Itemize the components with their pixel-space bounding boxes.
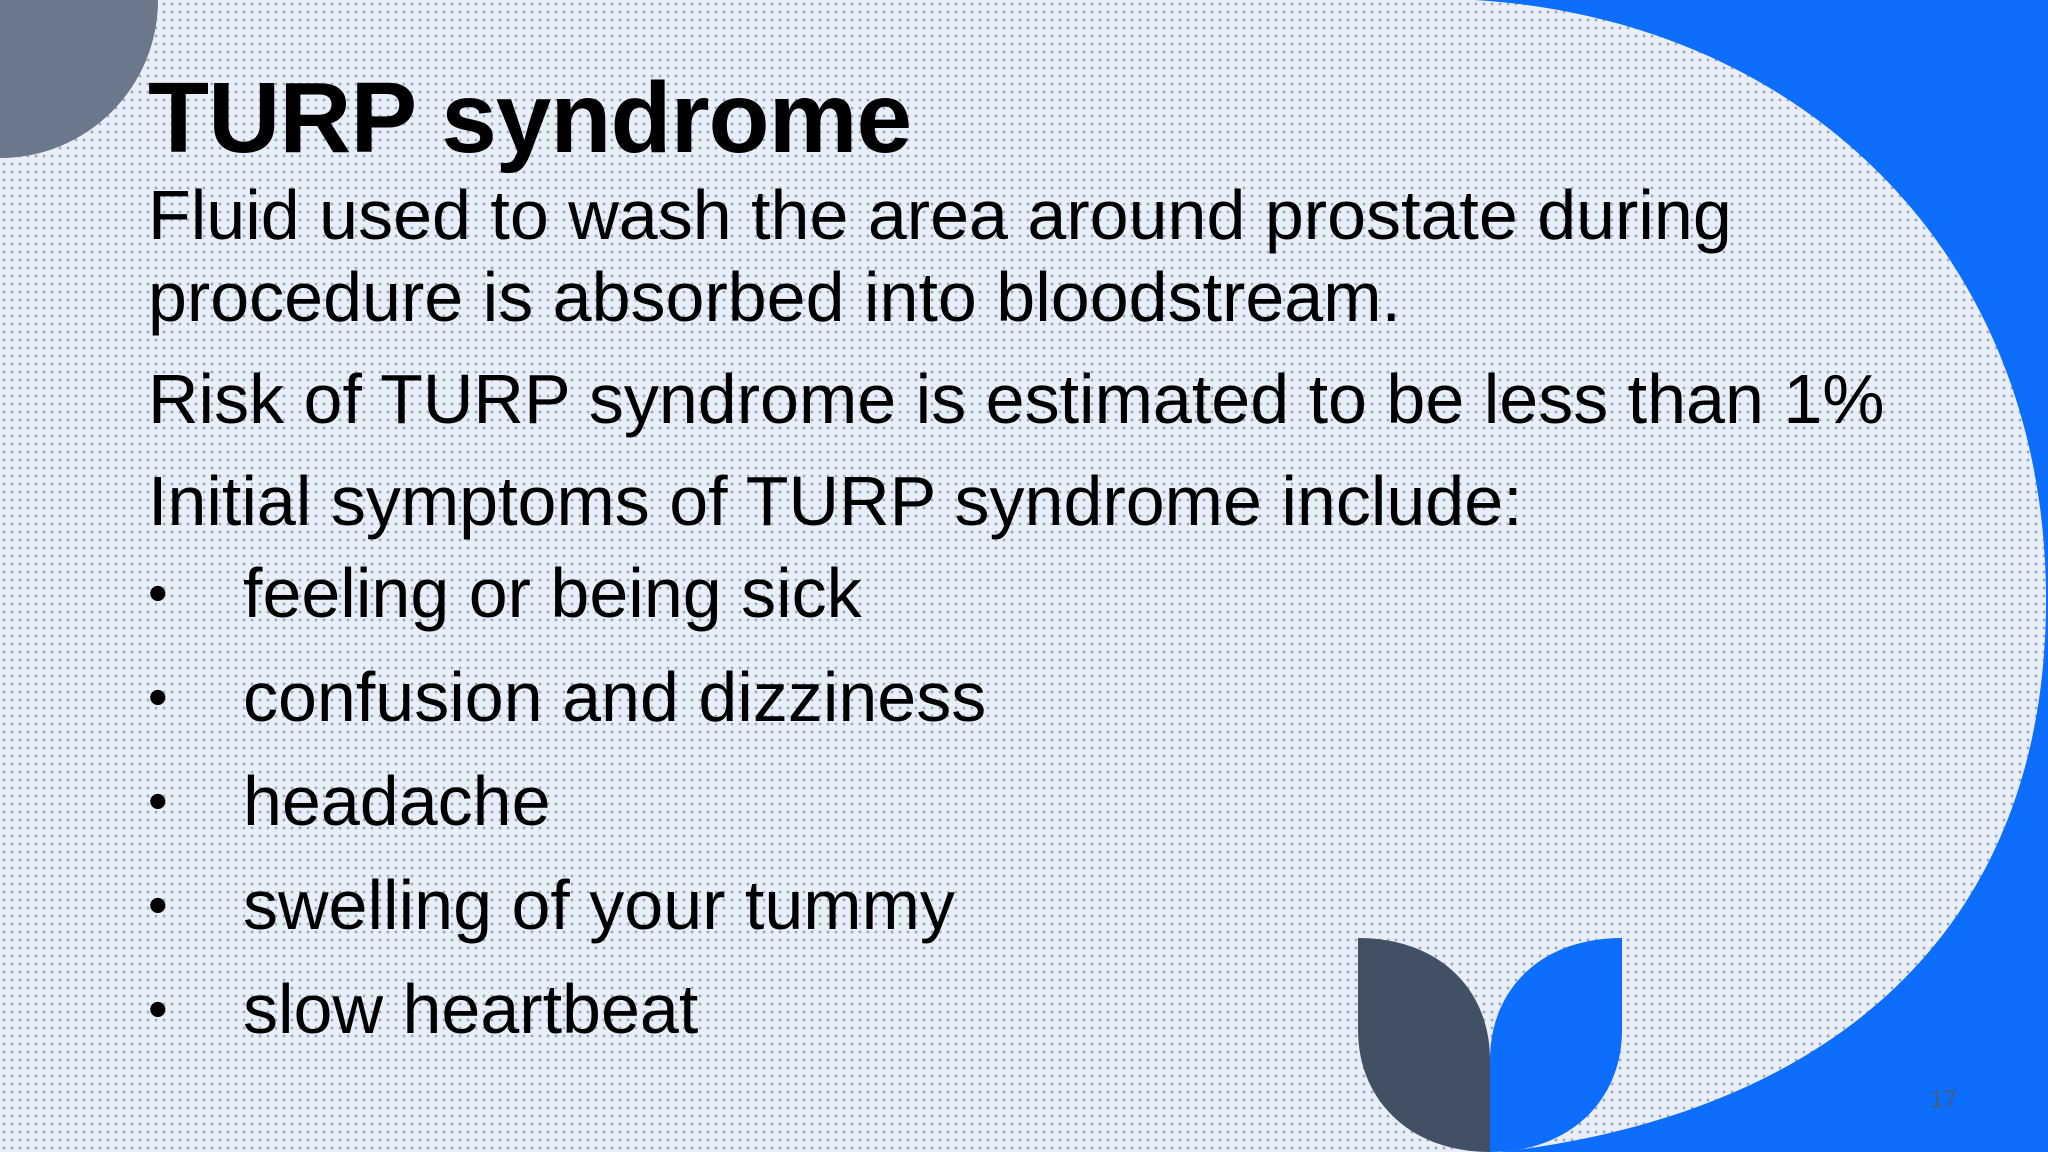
bullet-icon: • <box>148 561 168 624</box>
bullet-icon: • <box>148 769 168 832</box>
list-item <box>148 968 1948 1050</box>
paragraph-risk: Risk of TURP syndrome is estimated to be less than 1% <box>148 360 1885 438</box>
paragraph-fluid-absorption: Fluid used to wash the area around prostate during procedure is absorbed into bloodstream. <box>148 176 1732 336</box>
list-item-text: headache <box>243 762 551 840</box>
symptoms-list <box>148 552 1948 1050</box>
list-item-text: swelling of your tummy <box>243 866 955 944</box>
list-item-text: feeling or being sick <box>243 554 862 632</box>
list-item-text: slow heartbeat <box>243 970 699 1048</box>
list-item <box>148 656 1948 738</box>
list-item <box>148 760 1948 842</box>
slide-title: TURP syndrome <box>148 62 912 174</box>
paragraph-symptoms-intro: Initial symptoms of TURP syndrome include: <box>148 462 1523 540</box>
bullet-icon: • <box>148 873 168 936</box>
list-item-text: confusion and dizziness <box>243 658 987 736</box>
list-item <box>148 552 1948 634</box>
list-item <box>148 864 1948 946</box>
corner-quarter-circle-icon <box>0 0 158 158</box>
bullet-icon: • <box>148 665 168 728</box>
bullet-icon: • <box>148 977 168 1040</box>
slide-body <box>148 174 1948 1072</box>
page-number: 17 <box>1930 1086 1957 1113</box>
